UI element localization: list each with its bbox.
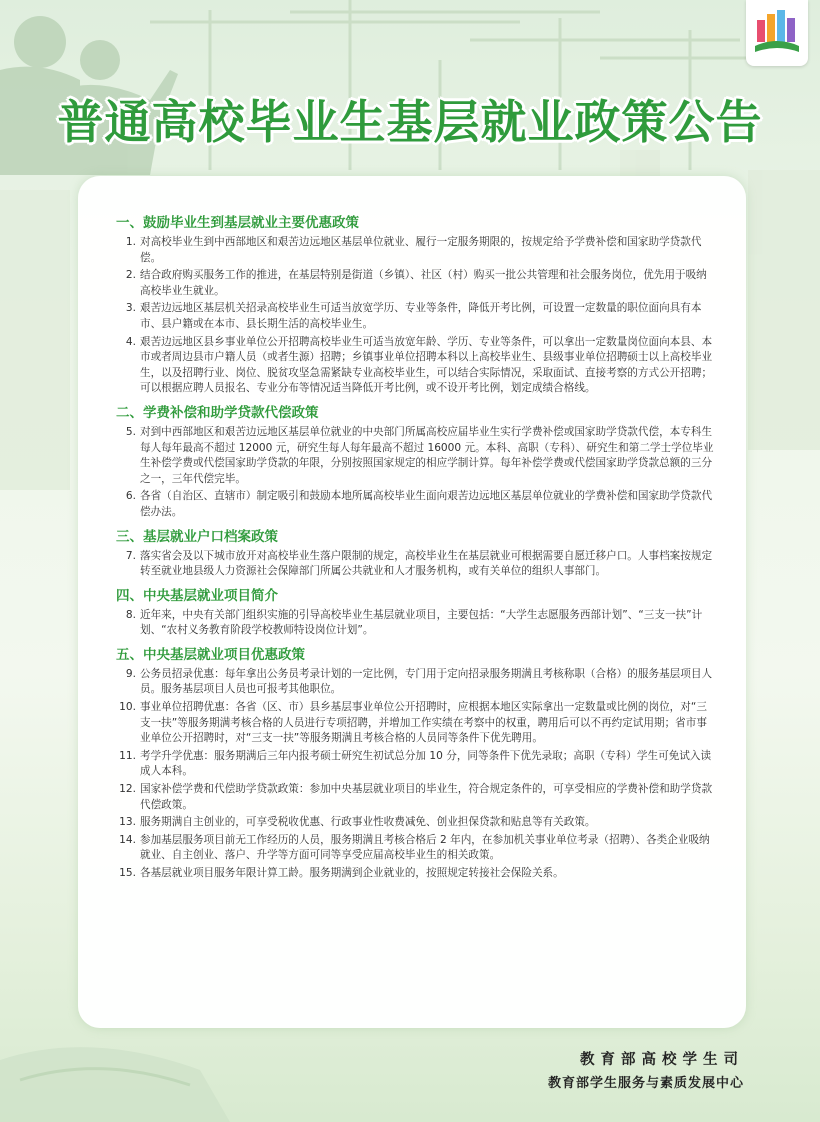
item-number: 15. — [119, 867, 136, 879]
section-3 — [116, 528, 716, 580]
section-title: 一、鼓励毕业生到基层就业主要优惠政策 — [116, 215, 359, 231]
list-item — [116, 335, 716, 397]
policy-content — [116, 214, 716, 889]
item-number: 1. — [125, 236, 136, 248]
list-item — [116, 782, 716, 813]
item-text: 艰苦边远地区基层机关招录高校毕业生可适当放宽学历、专业等条件，降低开考比例，可设置一定数量的职位面向具有本市、县户籍或在本市、县长期生活的高校毕业生。 — [140, 302, 702, 330]
item-number: 11. — [119, 749, 136, 762]
list-item — [116, 608, 716, 639]
item-text: 各基层就业项目服务年限计算工龄。服务期满到企业就业的，按照规定转接社会保险关系。 — [140, 867, 564, 879]
item-number: 4. — [125, 335, 136, 348]
item-text: 公务员招录优惠：每年拿出公务员考录计划的一定比例，专门用于定向招录服务期满且考核称职（合格）的服务基层项目人员。服务基层项目人员也可报考其他职位。 — [140, 667, 713, 696]
item-text: 各省（自治区、直辖市）制定吸引和鼓励本地所属高校毕业生面向艰苦边远地区基层单位就业的学费补偿和国家助学贷款代偿办法。 — [140, 490, 713, 518]
section-title: 二、学费补偿和助学贷款代偿政策 — [116, 404, 319, 421]
footer-issuer-center: 教育部学生服务与素质发展中心 — [547, 1076, 744, 1091]
section-title: 四、中央基层就业项目简介 — [116, 587, 278, 604]
item-number: 9. — [125, 667, 136, 680]
section-4 — [116, 587, 716, 639]
item-number: 10. — [119, 701, 136, 714]
list-item — [116, 235, 716, 266]
item-text: 对到中西部地区和艰苦边远地区基层单位就业的中央部门所属高校应届毕业生实行学费补偿或国家助学贷款代偿，本专科生每人每年最高不超过 12000 元，研究生每人每年最高不超过 16000 元。本科、高职（专科）、研究生和第二学士学位毕业生补偿学费或代偿国家助学贷款的年限，分别按照国家规定的相应学制计算。每年补偿学费或代偿国家助学贷款总额的三分之一，三年代偿完毕。 — [140, 425, 714, 485]
item-number: 14. — [119, 833, 136, 846]
section-5 — [116, 646, 716, 882]
item-number: 8. — [125, 608, 136, 621]
item-number: 7. — [125, 549, 136, 562]
city-logo-icon — [753, 6, 801, 58]
list-item — [116, 268, 716, 299]
item-text: 参加基层服务项目前无工作经历的人员，服务期满且考核合格后 2 年内，在参加机关事业单位考录（招聘）、各类企业吸纳就业、自主创业、落户、升学等方面可同等享受应届高校毕业生的相关政策。 — [140, 833, 710, 862]
item-number: 2. — [125, 269, 136, 282]
item-number: 5. — [125, 425, 136, 438]
logo — [746, 0, 808, 66]
section-1 — [116, 214, 716, 397]
section-2 — [116, 404, 716, 521]
list-item — [116, 301, 716, 332]
item-number: 3. — [125, 302, 136, 315]
page-title: 普通高校毕业生基层就业政策公告 — [57, 95, 763, 149]
footer-issuer: 教育部高校学生司 — [580, 1052, 744, 1068]
item-text: 艰苦边远地区县乡事业单位公开招聘高校毕业生可适当放宽年龄、学历、专业等条件，可以拿出一定数量岗位面向本县、本市或者周边县市户籍人员（或者生源）招聘；乡镇事业单位招聘本科以上高校毕业生、县级事业单位招聘硕士以上高校毕业生，以及招聘行业、岗位、脱贫攻坚急需紧缺专业高校毕业生，可以结合实际情况，采取面试、直接考察的方式公开招聘；可以根据应聘人员报名、专业分布等情况适当降低开考比例，或不设开考比例，划定成绩合格线。 — [140, 335, 713, 395]
list-item — [116, 700, 716, 747]
list-item — [116, 815, 716, 831]
section-title: 三、基层就业户口档案政策 — [116, 528, 278, 545]
item-text: 服务期满自主创业的，可享受税收优惠、行政事业性收费减免、创业担保贷款和贴息等有关政策。 — [140, 816, 596, 829]
list-item — [116, 489, 716, 520]
section-title: 五、中央基层就业项目优惠政策 — [116, 646, 305, 663]
list-item — [116, 866, 716, 882]
item-number: 6. — [125, 490, 136, 503]
item-number: 12. — [119, 783, 136, 796]
item-text: 结合政府购买服务工作的推进，在基层特别是街道（乡镇）、社区（村）购买一批公共管理和社会服务岗位，优先用于吸纳高校毕业生就业。 — [140, 269, 707, 297]
item-text: 事业单位招聘优惠：各省（区、市）县乡基层事业单位公开招聘时，应根据本地区实际拿出一定数量或比例的岗位，对“三支一扶”等服务期满考核合格的人员进行专项招聘，并增加工作实绩在考察中的权重，聘用后可以不再约定试用期；省市事业单位公开招聘时，对“三支一扶”等服务期满且考核合格的人员同等条件下优先聘用。 — [140, 701, 707, 745]
item-text: 对高校毕业生到中西部地区和艰苦边远地区基层单位就业、履行一定服务期限的，按规定给予学费补偿和国家助学贷款代偿。 — [140, 236, 702, 264]
item-number: 13. — [119, 816, 136, 829]
item-text: 考学升学优惠：服务期满后三年内报考硕士研究生初试总分加 10 分，同等条件下优先录取；高职（专科）学生可免试入读成人本科。 — [140, 749, 712, 778]
list-item — [116, 549, 716, 580]
list-item — [116, 425, 716, 487]
item-text: 国家补偿学费和代偿助学贷款政策：参加中央基层就业项目的毕业生，符合规定条件的，可享受相应的学费补偿和助学贷款代偿政策。 — [140, 783, 713, 811]
list-item — [116, 833, 716, 864]
item-text: 落实省会及以下城市放开对高校毕业生落户限制的规定，高校毕业生在基层就业可根据需要自愿迁移户口。人事档案按规定转至就业地县级人力资源社会保障部门所属公共就业和人才服务机构，或有关单位的组织人事部门。 — [140, 549, 713, 578]
list-item — [116, 667, 716, 698]
list-item — [116, 749, 716, 780]
item-text: 近年来，中央有关部门组织实施的引导高校毕业生基层就业项目，主要包括：“大学生志愿服务西部计划”、“三支一扶”计划、“农村义务教育阶段学校教师特设岗位计划”。 — [140, 608, 703, 637]
